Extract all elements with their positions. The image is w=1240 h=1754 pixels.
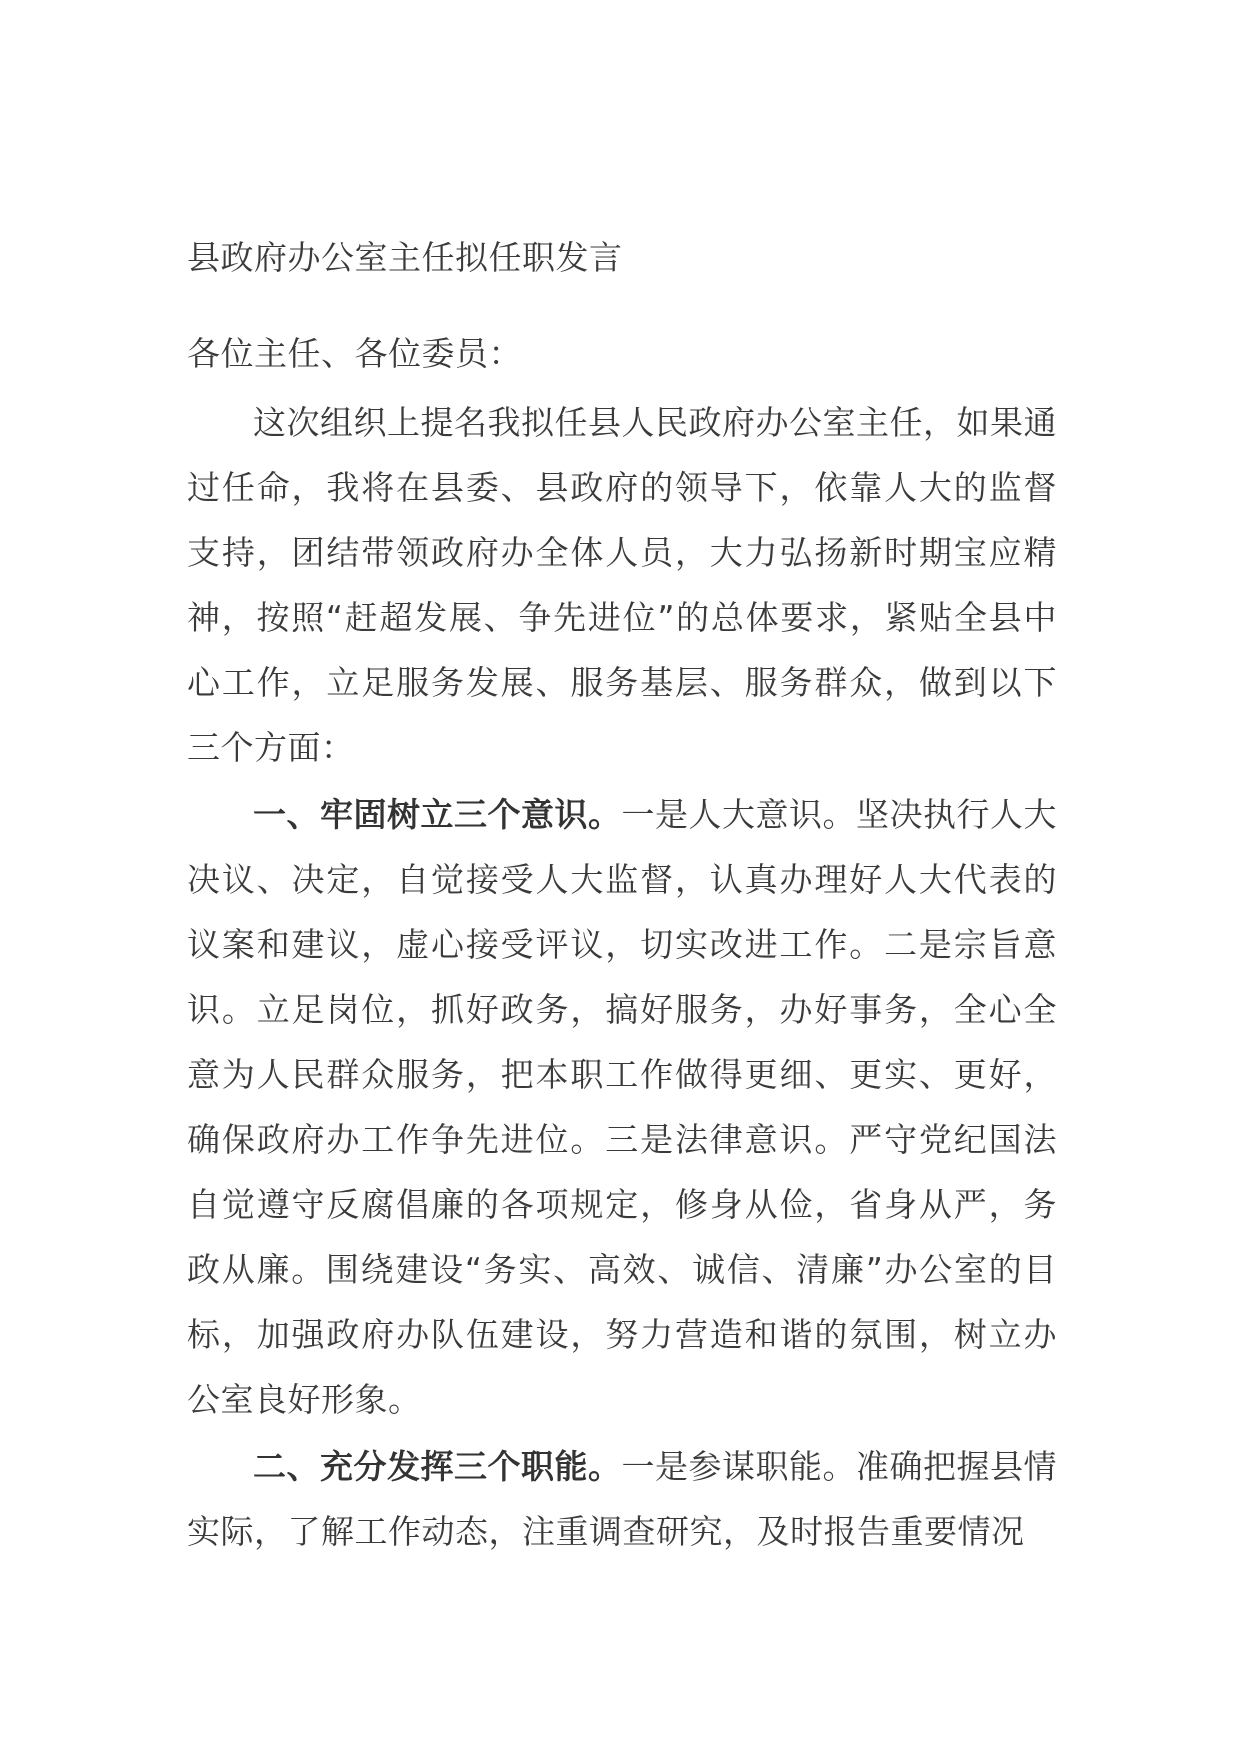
paragraph-text: 这次组织上提名我拟任县人民政府办公室主任，如果通过任命，我将在县委、县政府的领导下，依靠人大的监督支持，团结带领政府办全体人员，大力弘扬新时期宝应精神，按照“赶超发展、争先进位”的总体要求，紧贴全县中心工作，立足服务发展、服务基层、服务群众，做到以下三个方面：: [187, 403, 1057, 767]
paragraph-text: 一是人大意识。坚决执行人大决议、决定，自觉接受人大监督，认真办理好人大代表的议案和建议，虚心接受评议，切实改进工作。二是宗旨意识。立足岗位，抓好政务，搞好服务，办好事务，全心全意为人民群众服务，把本职工作做得更细、更实、更好，确保政府办工作争先进位。三是法律意识。严守党纪国法自觉遵守反腐倡廉的各项规定，修身从俭，省身从严，务政从廉。围绕建设“务实、高效、诚信、清廉”办公室的目标，加强政府办队伍建设，努力营造和谐的氛围，树立办公室良好形象。: [187, 795, 1057, 1419]
paragraph-section-two: [187, 1434, 1057, 1564]
document-title: 县政府办公室主任拟任职发言: [187, 238, 623, 277]
paragraph-intro: [187, 390, 1057, 780]
salutation: 各位主任、各位委员：: [187, 334, 522, 373]
paragraph-text: 一是参谋职能。准确把握县情实际，了解工作动态，注重调查研究，及时报告重要情况: [187, 1447, 1057, 1551]
section-heading: 一、牢固树立三个意识。: [253, 795, 622, 834]
section-heading: 二、充分发挥三个职能。: [253, 1447, 622, 1486]
paragraph-section-one: [187, 782, 1057, 1432]
